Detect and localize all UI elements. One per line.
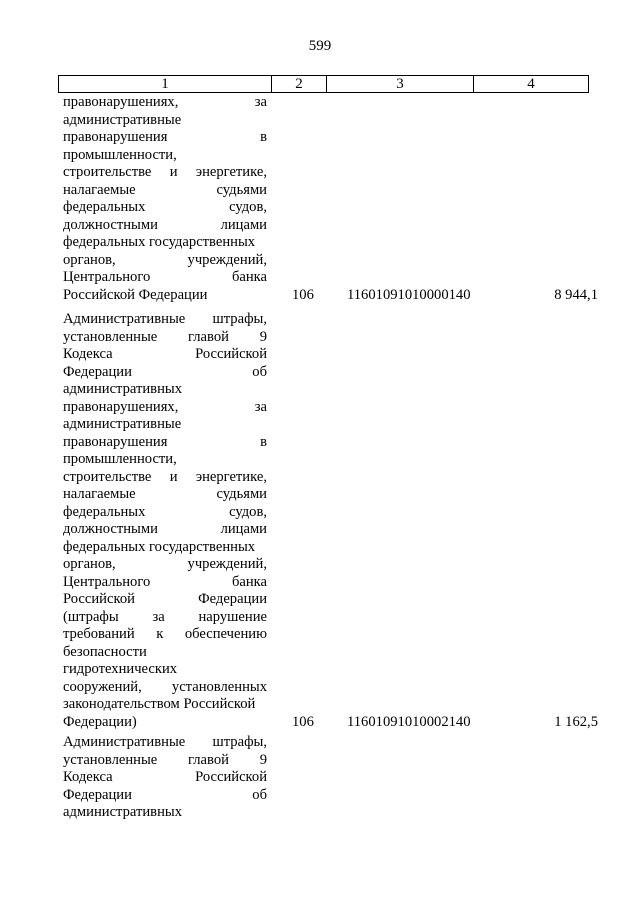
column-header-2: 2 bbox=[272, 76, 327, 93]
description-line bbox=[63, 679, 267, 697]
description-line bbox=[63, 696, 267, 714]
description-line bbox=[63, 252, 267, 270]
description-word: административные bbox=[63, 111, 182, 128]
description-word: федеральных государственных bbox=[63, 234, 256, 250]
description-word: Российской bbox=[195, 346, 267, 362]
description-word: установленных bbox=[171, 678, 267, 695]
description-word: законодательством Российской bbox=[63, 696, 256, 712]
description-word: Российской bbox=[195, 769, 267, 785]
description-word: об bbox=[252, 786, 267, 803]
description-line bbox=[63, 752, 267, 770]
row-amount: 1 162,5 bbox=[554, 713, 598, 730]
description-word: правонарушения bbox=[63, 433, 168, 450]
description-word: Российской Федерации bbox=[63, 286, 208, 303]
description-word: Кодекса bbox=[63, 769, 113, 785]
description-line bbox=[63, 346, 267, 364]
description-word: административные bbox=[63, 416, 182, 432]
description-word: Центрального bbox=[63, 269, 151, 285]
row-1-description bbox=[63, 94, 267, 304]
description-word: об bbox=[252, 363, 267, 380]
description-word: судьями bbox=[216, 181, 267, 198]
description-word: Российской bbox=[63, 591, 135, 607]
description-word: энергетике, bbox=[195, 468, 267, 485]
description-word: административных bbox=[63, 381, 182, 397]
row-kbk-code: 11601091010000140 bbox=[347, 286, 471, 303]
description-word: федеральных государственных bbox=[63, 538, 256, 555]
description-word: Федерации bbox=[63, 786, 132, 803]
description-line bbox=[63, 381, 267, 399]
description-word: Кодекса bbox=[63, 346, 113, 362]
description-word: Федерации bbox=[63, 363, 132, 380]
description-word: должностными bbox=[63, 216, 158, 233]
row-3-description bbox=[63, 734, 267, 822]
description-word: и bbox=[169, 164, 178, 180]
description-word: энергетике, bbox=[195, 164, 267, 180]
description-line bbox=[63, 714, 267, 732]
description-word: 9 bbox=[259, 328, 267, 345]
description-line bbox=[63, 504, 267, 522]
description-word: федеральных bbox=[63, 199, 146, 215]
description-word: правонарушения bbox=[63, 129, 168, 145]
description-line bbox=[63, 129, 267, 147]
description-word: промышленности, bbox=[63, 451, 177, 467]
description-word: промышленности, bbox=[63, 146, 177, 163]
description-word: Административные bbox=[63, 734, 186, 750]
description-line bbox=[63, 199, 267, 217]
description-line bbox=[63, 574, 267, 592]
description-word: 9 bbox=[259, 751, 267, 768]
description-word: в bbox=[260, 129, 267, 145]
description-line bbox=[63, 661, 267, 679]
column-header-4: 4 bbox=[474, 76, 589, 93]
description-word: Федерации) bbox=[63, 713, 137, 730]
description-word: налагаемые bbox=[63, 486, 136, 502]
description-line bbox=[63, 486, 267, 504]
description-word: строительстве bbox=[63, 468, 152, 485]
description-word: банка bbox=[231, 269, 267, 285]
description-word: сооружений, bbox=[63, 678, 142, 695]
description-line bbox=[63, 416, 267, 434]
description-word: к bbox=[156, 626, 164, 642]
description-word: судов, bbox=[229, 503, 267, 520]
description-word: строительстве bbox=[63, 164, 152, 180]
description-word: Центрального bbox=[63, 573, 151, 590]
description-word: за bbox=[152, 608, 165, 625]
description-line bbox=[63, 94, 267, 112]
description-word: требований bbox=[63, 626, 135, 642]
row-code: 106 bbox=[292, 286, 314, 303]
description-line bbox=[63, 164, 267, 182]
description-line bbox=[63, 234, 267, 252]
table-header bbox=[58, 75, 589, 93]
description-line bbox=[63, 769, 267, 787]
description-line bbox=[63, 287, 267, 305]
description-word: учреждений, bbox=[187, 556, 267, 572]
description-line bbox=[63, 469, 267, 487]
description-line bbox=[63, 399, 267, 417]
description-word: Административные bbox=[63, 311, 186, 327]
description-word: административных bbox=[63, 804, 182, 820]
description-word: судов, bbox=[229, 199, 267, 215]
description-word: штрафы, bbox=[212, 734, 267, 750]
description-line bbox=[63, 147, 267, 165]
row-amount: 8 944,1 bbox=[554, 286, 598, 303]
description-word: органов, bbox=[63, 251, 116, 268]
description-line bbox=[63, 269, 267, 287]
description-word: банка bbox=[231, 573, 267, 590]
description-word: Федерации bbox=[198, 591, 267, 607]
description-word: учреждений, bbox=[187, 251, 267, 268]
description-word: установленные bbox=[63, 751, 158, 768]
description-word: в bbox=[260, 433, 267, 450]
description-word: (штрафы bbox=[63, 608, 119, 625]
description-line bbox=[63, 182, 267, 200]
description-line bbox=[63, 364, 267, 382]
description-word: правонарушениях, bbox=[63, 94, 179, 110]
description-word: гидротехнических bbox=[63, 661, 178, 677]
description-line bbox=[63, 734, 267, 752]
description-line bbox=[63, 609, 267, 627]
description-word: лицами bbox=[220, 216, 267, 233]
description-line bbox=[63, 217, 267, 235]
description-word: правонарушениях, bbox=[63, 398, 179, 415]
description-word: органов, bbox=[63, 556, 116, 572]
description-line bbox=[63, 804, 267, 822]
description-line bbox=[63, 112, 267, 130]
page-number: 599 bbox=[308, 38, 332, 54]
description-word: за bbox=[254, 398, 267, 415]
description-word: федеральных bbox=[63, 503, 146, 520]
description-word: установленные bbox=[63, 328, 158, 345]
row-code: 106 bbox=[292, 713, 314, 730]
description-line bbox=[63, 539, 267, 557]
row-2-description bbox=[63, 311, 267, 731]
description-word: обеспечению bbox=[184, 626, 267, 642]
description-word: главой bbox=[188, 751, 229, 768]
description-line bbox=[63, 329, 267, 347]
description-line bbox=[63, 451, 267, 469]
description-word: безопасности bbox=[63, 643, 147, 660]
description-line bbox=[63, 556, 267, 574]
description-word: главой bbox=[188, 328, 229, 345]
description-word: должностными bbox=[63, 521, 158, 537]
description-line bbox=[63, 644, 267, 662]
description-line bbox=[63, 626, 267, 644]
description-line bbox=[63, 787, 267, 805]
description-line bbox=[63, 311, 267, 329]
row-kbk-code: 11601091010002140 bbox=[347, 713, 471, 730]
description-word: лицами bbox=[220, 521, 267, 537]
description-line bbox=[63, 591, 267, 609]
description-word: и bbox=[169, 468, 178, 485]
column-header-1: 1 bbox=[59, 76, 272, 93]
description-line bbox=[63, 434, 267, 452]
description-word: за bbox=[254, 94, 267, 110]
description-word: нарушение bbox=[198, 608, 267, 625]
column-header-3: 3 bbox=[327, 76, 474, 93]
description-word: налагаемые bbox=[63, 181, 136, 198]
description-word: судьями bbox=[216, 486, 267, 502]
description-word: штрафы, bbox=[212, 311, 267, 327]
description-line bbox=[63, 521, 267, 539]
